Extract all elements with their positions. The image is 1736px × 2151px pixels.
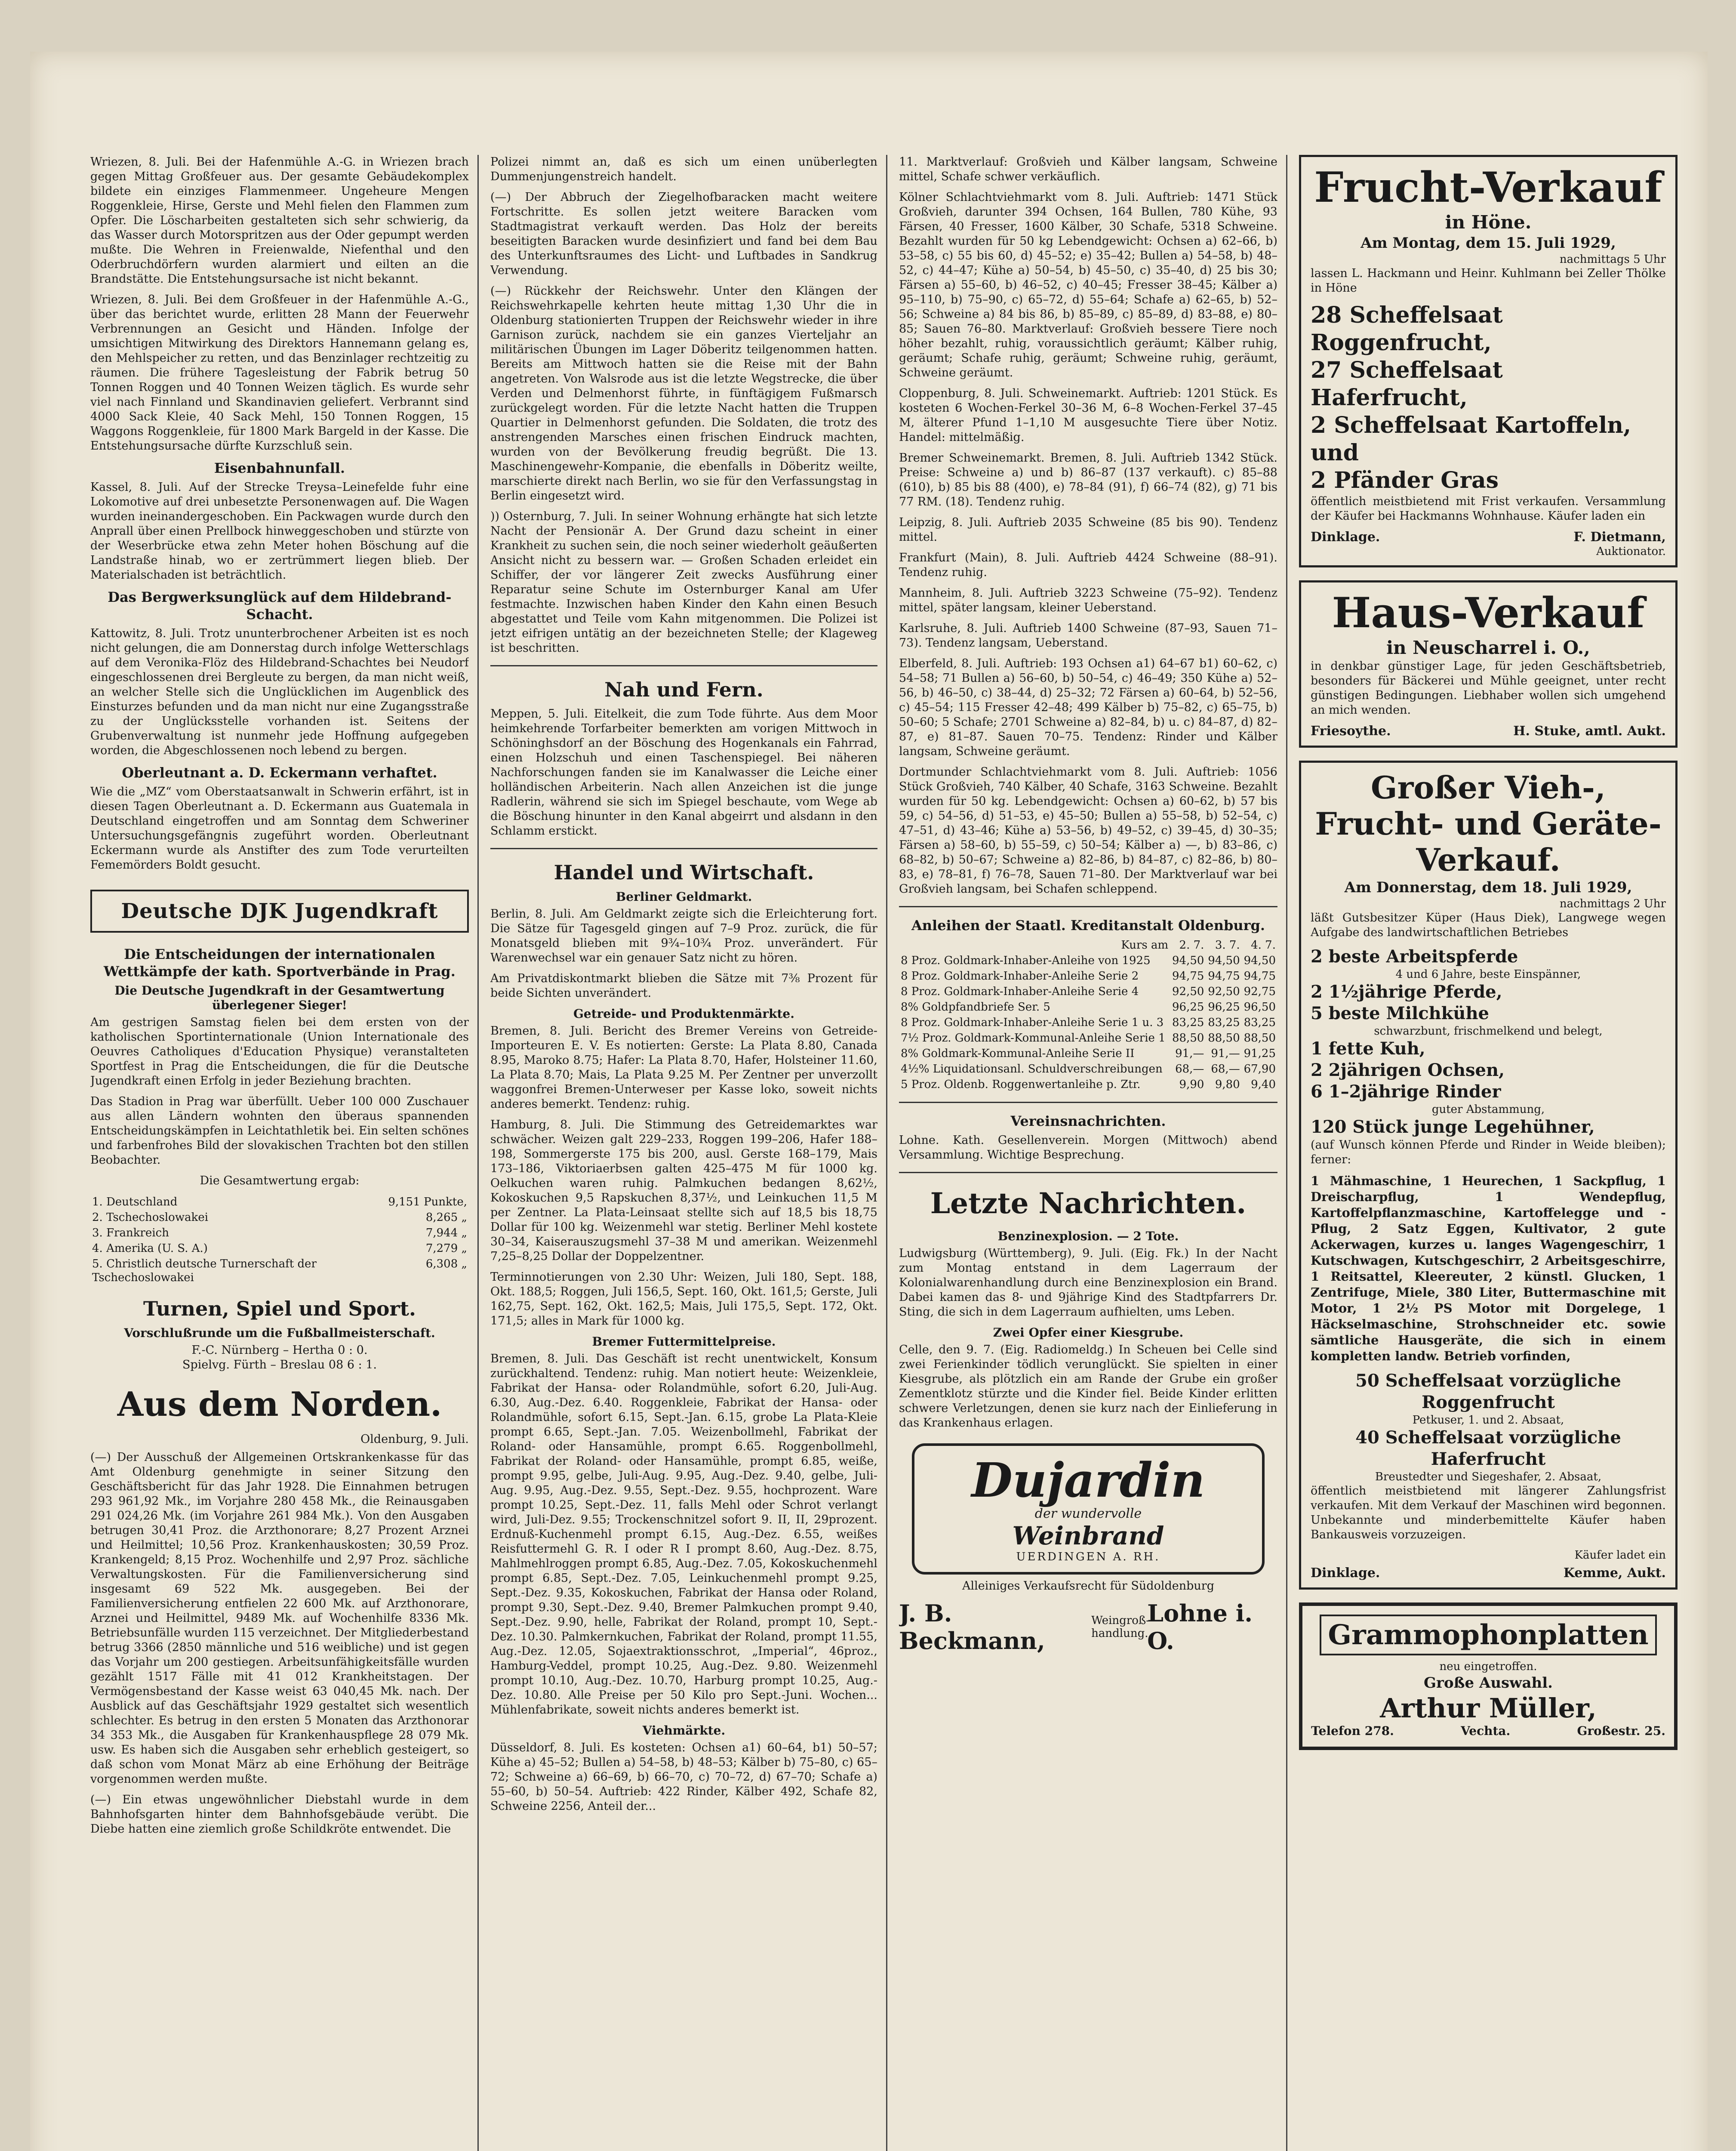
ad3-note2: Breustedter und Siegeshafer, 2. Absaat, — [1375, 1470, 1602, 1483]
article-marktverlauf: 11. Marktverlauf: Großvieh und Kälber langsam, Schweine mittel, Schafe schwer verkäuflich. — [899, 155, 1277, 183]
ad1-place: in Höne. — [1445, 212, 1532, 233]
bond-name: 8 Proz. Goldmark-Inhaber-Anleihe von 1925 — [901, 954, 1151, 967]
djk-logo: Deutsche DJK Jugendkraft — [90, 890, 469, 933]
ad4-city: Vechta. — [1461, 1724, 1511, 1738]
article-bremen-schwein: Bremer Schweinemarkt. Bremen, 8. Juli. Auftrieb 1342 Stück. Preise: Schweine a) und b) 86–87 (137 verkauft). c) 85–88 (610), b) 85 bis 88 (400), e) 78–84 (91), f) 66–74 (82), g) 71 bis 77 RM. (18). Tendenz ruhig. — [899, 451, 1277, 508]
ad3-note: (auf Wunsch können Pferde und Rinder in Weide bleiben); ferner: — [1311, 1138, 1666, 1166]
bond-rate: 68,— — [1175, 1063, 1204, 1076]
article-cloppenburg: Cloppenburg, 8. Juli. Schweinemarkt. Auftrieb: 1201 Stück. Es kosteten 6 Wochen-Ferkel 30–36 M, 6–8 Wochen-Ferkel 37–45 M, älterer Pfund 1–1,10 M ausgesuchte Tiere über Notiz. Handel: mittelmäßig. — [899, 387, 1277, 444]
column-rule — [1286, 155, 1287, 2151]
score-country: 2. Tschechoslowakei — [92, 1211, 209, 1224]
score-country: 4. Amerika (U. S. A.) — [92, 1242, 208, 1255]
bond-rate: 88,50 — [1244, 1032, 1276, 1045]
ad-vieh-verkauf — [1299, 761, 1678, 1590]
article-dortmund: Dortmunder Schlachtviehmarkt vom 8. Juli. Auftrieb: 1056 Stück Großvieh, 740 Kälber, 40 Schafe, 3163 Schweine. Bezahlt wurden für 50 kg. Lebendgewicht: Ochsen a) 60–62, b) 57 bis 59, c) 54–56, d) 51–53, e) 45–50; Bullen a) 55–58, b) 52–54, c) 47–51, d) 43–46; Kühe a) 53–56, b) 49–52, c) 39–45, d) 30–35; Färsen a) 58–60, b) 55–59, c) 50–54; Kälber a) —, b) 83–86, c) 68–82, b) 50–67; Schweine a) 82–86, b) 84–87, c) 82–86, b) 80–83, e) 78–81, f) 76–78, Sauen 71–80. Der Marktverlauf war bei Großvieh langsam, bei Schafen schleppend. — [899, 765, 1277, 896]
article-hamburg-getreide: Hamburg, 8. Juli. Die Stimmung des Getreidemarktes war schwächer. Weizen galt 229–233, Roggen 199–206, Hafer 188–198, Sommergerste 175 bis 200, ausl. Gerste 168–179, Mais 173–186, Viktoriaerbsen galten 425–475 M für 1000 kg. Oelkuchen waren ruhig. Palmkuchen bedangen 8,62½, Kokoskuchen 9,5 Rapskuchen 8,37½, und Leinkuchen 11,5 M per Zentner. La Plata-Leinsaat stellte sich auf 18,5 bis 18,75 Dollar für 100 kg. Weizenmehl war stetig. Berliner Mehl kostete 30–34, Kaiserauszugsmehl 37–38 M und amerikan. Weizenmehl 7,25–8,25 Dollar der Doppelzentner. — [490, 1118, 877, 1263]
article-celle: Celle, den 9. 7. (Eig. Radiomeldg.) In Scheuen bei Celle sind zwei Ferienkinder tödlich verunglückt. Sie spielten in einer Kiesgrube, als plötzlich ein am Rande der Grube ein großer Zementklotz stürzte und die Kinder fiel. Beide Kinder erlitten schwere Verletzungen, denen sie kurz nach der Einlieferung in das Krankenhaus erlagen. — [899, 1343, 1277, 1430]
ad4-sub: neu eingetroffen. — [1439, 1660, 1537, 1673]
article-geldmarkt: Berlin, 8. Juli. Am Geldmarkt zeigte sich die Erleichterung fort. Die Sätze für Tagesgeld gingen auf 7–9 Proz. zurück, die für Monatsgeld blieben mit 9¾–10¾ Proz. unverändert. Für Warenwechsel war ein genauer Satz nicht zu hören. — [490, 907, 877, 965]
article-diebstahl: (—) Ein etwas ungewöhnlicher Diebstahl wurde in dem Bahnhofsgarten hinter dem Bahnhofsgebäude verübt. Die Diebe hatten eine ziemlich große Schildkröte entwendet. Die — [90, 1793, 469, 1836]
ad1-date: Am Montag, dem 15. Juli 1929, — [1360, 234, 1616, 252]
bond-rate: 88,50 — [1208, 1032, 1240, 1045]
ad1-sign: F. Dietmann, — [1573, 530, 1666, 545]
ad-frucht-verkauf — [1299, 155, 1678, 567]
ad3-note: 4 und 6 Jahre, beste Einspänner, — [1395, 968, 1581, 981]
article-baracken: (—) Der Abbruch der Ziegelhofbaracken macht weitere Fortschritte. Es sollen jetzt weitere Baracken vom Stadtmagistrat verkauft werden. Das Holz der bereits beseitigten Baracken wurde desinfiziert und fand bei dem Bau des Unterkunftsraumes des Licht- und Luftbades in Sandkrug Verwendung. — [490, 191, 877, 277]
headline-handel: Handel und Wirtschaft. — [554, 861, 814, 884]
score-points: 6,308 „ — [425, 1257, 467, 1270]
beckmann-ad — [899, 1599, 1277, 1655]
divider — [490, 848, 877, 849]
headline-eckermann: Oberleutnant a. D. Eckermann verhaftet. — [122, 764, 437, 781]
headline-mine-accident: Das Bergwerksunglück auf dem Hildebrand-Schacht. — [108, 589, 452, 622]
bond-row — [899, 999, 1277, 1015]
ad3-item: 120 Stück junge Legehühner, — [1311, 1117, 1595, 1137]
headline-sport-prague: Die Entscheidungen der internationalen Wettkämpfe der kath. Sportverbände in Prag. — [104, 946, 456, 980]
article-duesseldorf: Düsseldorf, 8. Juli. Es kosteten: Ochsen a1) 60–64, b1) 50–57; Kühe a) 45–52; Bullen a) 54–58, b) 48–53; Kälber b) 75–80, c) 65–72; Schweine a) 66–69, b) 66–70, c) 70–72, d) 67–70; Schafe a) 55–60, b) 50–54. Auftrieb: 422 Rinder, Kälber 492, Schafe 82, Schweine 2256, Anteil der... — [490, 1741, 877, 1813]
ad3-note: guter Abstammung, — [1431, 1103, 1545, 1116]
ad1-item: 2 Pfänder Gras — [1311, 467, 1499, 493]
ad3-item: 6 1–2jährige Rinder — [1311, 1082, 1501, 1102]
article-reichswehr: (—) Rückkehr der Reichswehr. Unter den Klängen der Reichswehrkapelle kehrten heute mittag 1,30 Uhr die in Oldenburg stationierten Truppen der Reichswehr wieder in ihre Garnison zurück, nachdem sie ein ganzes Vierteljahr an militärischen Übungen im Lager Döberitz teilgenommen hatten. Bereits am Mittwoch hatten sie die Reise mit der Bahn angetreten. Von Walsrode aus ist die letzte Wegstrecke, die über Verden und Delmenhorst führte, in fünftägigem Fußmarsch zurückgelegt worden. Für die letzte Nacht hatten die Truppen Quartier in Delmenhorst gefunden. Die Soldaten, die trotz des anstrengenden Marsches einen frischen Eindruck machten, wurden von der Bevölkerung freudig begrüßt. Die 13. Maschinengewehr-Kompanie, die ebenfalls in Döberitz weilte, marschierte direkt nach Berlin, wo sie für den Verfassungstag in Berlin eingesetzt wird. — [490, 284, 877, 502]
score-row — [90, 1256, 469, 1285]
article-futtermittel: Bremen, 8. Juli. Das Geschäft ist recht unentwickelt, Konsum zurückhaltend. Tendenz: ruhig. Man notiert heute: Weizenkleie, Fabrikat der Hansa- oder Rolandmühle, sofort 6.20, Juli-Aug. 6.30, Aug.-Dez. 6.40. Roggenkleie, Fabrikat der Hansa- oder Rolandmühle, sofort 6.15, Sept.-Jan. 6.15, grobe La Plata-Kleie prompt 6.65, Sept.-Jan. 7.05. Weizenbollmehl, Fabrikat der Roland- oder Hansamühle, prompt 6.65. Roggenbollmehl, Fabrikat der Roland- oder Hansamühle, prompt 6.85, weiße, prompt 9.95, gelbe, Juli-Aug. 9.95, Aug.-Dez. 9.40, gelbe, Juli-Aug. 9.95, Aug.-Dez. 9.55, Sept.-Dez. 9.55, hochprozent. Ware prompt 10.25, Sept.-Dez. 11, falls Mehl oder Schrot verlangt wird, Juli-Dez. 9.55; Trockenschnitzel sofort 9. II, II, 29prozent. Erdnuß-Kuchenmehl prompt 6.15, Aug.-Dez. 6.55, weißes Reisfuttermehl G. R. I oder R I prompt 8.60, Aug.-Dez. 8.75, Mahlmehlroggen prompt 6.85, Aug.-Dez. 7.05, Kokoskuchenmehl prompt 6.85, Sept.-Dez. 7.05, Leinkuchenmehl prompt 9.25, Sept.-Dez. 9.35, Kokoskuchen, Fabrikat der Hansa oder Roland, prompt 9.30, Sept.-Dez. 9.40, Bremer Palmkuchen prompt 9.40, Sept.-Dez. 9.90, helle, Fabrikat der Roland, prompt 10, Sept.-Dez. 10.30. Palmkernkuchen, Fabrikat der Roland, prompt 11.55, Aug.-Dez. 12.05, Sojaextraktionsschrot, „Imperial“, 46proz., Hamburg-Veddel, prompt 10.25, Aug.-Dez. 9.80. Weizenmehl prompt 10.10, Aug.-Dez. 10.70, Harburg prompt 10.25, Aug.-Dez. 10.80. Alle Preise per 50 Kilo pro Sept.-Juni. Wochen... Mühlenfabrikate, soweit nichts anderes bemerkt ist. — [490, 1352, 877, 1716]
divider — [899, 906, 1277, 907]
score-row — [90, 1210, 469, 1225]
article-kattowitz: Kattowitz, 8. Juli. Trotz ununterbrochener Arbeiten ist es noch nicht gelungen, die am Donnerstag durch infolge Wetterschlags auf dem Veronika-Flöz des Hildebrand-Schachtes bei Neudorf eingeschlossenen drei Bergleute zu bergen, da man nicht weiß, an welcher Stelle sich die Unglücklichen im Augenblick des Einsturzes befunden und da man nicht nur eine Zugangsstraße zu der Unglücksstelle vorhanden ist. Seitens der Grubenverwaltung ist nunmehr jede Hoffnung aufgegeben worden, die Abgeschlossenen noch lebend zu bergen. — [90, 627, 469, 757]
result-1: F.-C. Nürnberg – Hertha 0 : 0. — [191, 1344, 368, 1357]
bond-name: 4½% Liquidationsanl. Schuldverschreibungen — [901, 1063, 1163, 1076]
bond-rate: 96,25 — [1208, 1001, 1240, 1014]
bond-name: 8 Proz. Goldmark-Inhaber-Anleihe Serie 2 — [901, 970, 1139, 983]
ad3-note: schwarzbunt, frischmelkend und belegt, — [1374, 1025, 1603, 1038]
article-wriezen-fire: Wriezen, 8. Juli. Bei der Hafenmühle A.-G. in Wriezen brach gegen Mittag Großfeuer aus. Der gesamte Gebäudekomplex bildete ein einziges Flammenmeer. Ungeheure Mengen Roggenkleie, Hirse, Gerste und Mehl fielen den Flammen zum Opfer. Die Löscharbeiten gestalteten sich sehr schwierig, da das Wasser durch Motorspritzen aus der Oder gepumpt werden mußte. Die Wehren in Freienwalde, Niefenthal und den Oderbruchdörfern wurden alarmiert und eilten an die Brandstätte. Die Entstehungsursache ist nicht bekannt. — [90, 155, 469, 286]
column-rule — [886, 155, 887, 2151]
score-country: 1. Deutschland — [92, 1196, 178, 1208]
article-karlsruhe: Karlsruhe, 8. Juli. Auftrieb 1400 Schweine (87–93, Sauen 71–73). Tendenz langsam, Ueberstand. — [899, 622, 1277, 650]
dujardin-city: UERDINGEN A. RH. — [1016, 1550, 1160, 1563]
bond-row — [899, 1061, 1277, 1077]
ad2-footer — [1311, 724, 1666, 739]
ad3-item: 2 beste Arbeitspferde — [1311, 946, 1518, 967]
result-2: Spielvg. Fürth – Breslau 08 6 : 1. — [182, 1358, 377, 1371]
article-termin: Terminnotierungen von 2.30 Uhr: Weizen, Juli 180, Sept. 188, Okt. 188,5; Roggen, Juli 156,5, Sept. 160, Okt. 161,5; Gerste, Juli 162,75, Sept. 162, Okt. 162,5; Mais, Juli 175,5, Sept. 172, Okt. 171,5; alles in Mark für 1000 kg. — [490, 1270, 877, 1328]
article-krankenkasse: (—) Der Ausschuß der Allgemeinen Ortskrankenkasse für das Amt Oldenburg genehmigte in seiner Sitzung den Geschäftsbericht für das Jahr 1928. Die Einnahmen betrugen 293 961,92 Mk., im Vorjahre 280 458 Mk., die Reinausgaben 291 024,26 Mk. (im Vorjahre 261 984 Mk.). Von den Ausgaben betrugen 30,41 Proz. die Arzthonorare; 8,27 Prozent Arznei und Heilmittel; 10,56 Proz. Krankenhauskosten; 30,59 Proz. Krankengeld; 8,15 Proz. Wochenhilfe und 2,97 Proz. sächliche Verwaltungskosten. Für die Familienversicherung sind insgesamt 69 522 Mk. ausgegeben. Bei der Familienversicherung entfielen 22 600 Mk. auf Arzthonorare, Arznei und Heilmittel, 9489 Mk. auf Wochenhilfe 8336 Mk. Betriebsunfälle wurden 115 verzeichnet. Der Mitgliederbestand betrug 3366 (2850 männliche und 516 weibliche) und ist gegen das Vorjahr um 200 gestiegen. Arbeitsunfähigkeitsfälle wurden gezählt 1517 Fälle mit 41 012 Krankheitstagen. Der Vermögensbestand der Kasse weist 63 040,45 Mk. nach. Der Ausblick auf das Geschäftsjahr 1929 gestaltet sich wesentlich schlechter. Es betrug in den ersten 5 Monaten das Arzthonorar 34 353 Mk., die Ausgaben für Krankenhauspflege 28 079 Mk. usw. Es haben sich die Ausgaben sehr erheblich gesteigert, so daß schon vom Monat März ab eine Erhöhung der Beiträge vorgenommen werden mußte. — [90, 1451, 469, 1786]
article-frankfurt: Frankfurt (Main), 8. Juli. Auftrieb 4424 Schweine (88–91). Tendenz ruhig. — [899, 551, 1277, 579]
ad3-intro: läßt Gutsbesitzer Küper (Haus Diek), Langwege wegen Aufgabe des landwirtschaftlichen Betriebes — [1311, 911, 1666, 939]
ad2-place: in Neuscharrel i. O., — [1386, 637, 1590, 658]
ad1-footer — [1311, 530, 1666, 545]
score-points: 8,265 „ — [425, 1211, 467, 1224]
bond-rate: 88,50 — [1172, 1032, 1204, 1045]
score-country: 5. Christlich deutsche Turnerschaft der Tschechoslowakei — [92, 1257, 317, 1284]
headline-nah-fern: Nah und Fern. — [604, 678, 763, 701]
column-1 — [90, 155, 469, 1843]
article-prague-1: Am gestrigen Samstag fielen bei dem ersten von der katholischen Sportinternationale (Union Internationale des Oeuvres Catholiques d'Education Physique) veranstalteten Sportfest in Prag die Entscheidungen, die für die Deutsche Jugendkraft einen Erfolg in jeder Beziehung brachten. — [90, 1016, 469, 1088]
article-koeln: Kölner Schlachtviehmarkt vom 8. Juli. Auftrieb: 1471 Stück Großvieh, darunter 394 Ochsen, 164 Bullen, 780 Kühe, 93 Färsen, 40 Fresser, 1600 Kälber, 30 Schafe, 5318 Schweine. Bezahlt wurden für 50 kg Lebendgewicht: Ochsen a) 62–66, b) 53–58, c) 55 bis 60, d) 45–52; e) 35–42; Bullen a) 54–58, b) 48–52, c) 44–47; Kühe a) 50–54, b) 45–50, c) 35–40, d) 25 bis 30; Färsen a) 55–60, b) 46–52, c) 40–45; Fresser 38–45; Kälber a) 95–110, b) 75–90, c) 65–72, d) 55–64; Schafe a) 62–65, b) 52–56; Schweine a) 84 bis 86, b) 85–89, c) 85–89, d) 83–88, e) 80–85; Sauen 76–80. Marktverlauf: Großvieh bessere Tiere noch höher bezahlt, ruhig, voraussichtlich geräumt; Kälber ruhig, geräumt; Schafe ruhig, geräumt; Schweine ruhig, geräumt, Schweine geräumt. — [899, 191, 1277, 379]
ad1-title: Frucht-Verkauf — [1314, 163, 1662, 212]
score-table — [90, 1194, 469, 1285]
bond-rate: 96,25 — [1172, 1001, 1204, 1014]
score-row — [90, 1225, 469, 1241]
column-ads — [1299, 155, 1678, 1750]
dateline-oldenburg: Oldenburg, 9. Juli. — [360, 1433, 469, 1446]
bond-rate: 94,50 — [1244, 954, 1276, 967]
subheadline-geldmarkt: Berliner Geldmarkt. — [616, 890, 752, 904]
article-privatdiskont: Am Privatdiskontmarkt blieben die Sätze mit 7⅜ Prozent für beide Sichten unverändert. — [490, 972, 877, 1000]
ad4-name: Arthur Müller, — [1380, 1692, 1597, 1724]
article-mannheim: Mannheim, 8. Juli. Auftrieb 3223 Schweine (75–92). Tendenz mittel, später langsam, kleiner Ueberstand. — [899, 586, 1277, 614]
bond-rate: 83,25 — [1208, 1016, 1240, 1029]
bond-name: 5 Proz. Oldenb. Roggenwertanleihe p. Ztr. — [901, 1078, 1141, 1091]
subheadline-viehmaerkte: Viehmärkte. — [642, 1723, 726, 1738]
ad3-date: Am Donnerstag, dem 18. Juli 1929, — [1344, 879, 1632, 896]
ad3-item: 2 1½jährige Pferde, — [1311, 982, 1502, 1002]
newspaper-page — [30, 52, 1708, 2151]
ad1-role: Auktionator. — [1596, 545, 1666, 558]
ad3-item2: 50 Scheffelsaat vorzügliche Roggenfrucht — [1355, 1371, 1621, 1412]
dujardin-brand: Dujardin — [971, 1452, 1205, 1508]
ad-grammophon — [1299, 1602, 1678, 1750]
ad1-intro: lassen L. Hackmann und Heinr. Kuhlmann bei Zeller Thölke in Höne — [1311, 267, 1666, 295]
ad4-footer — [1311, 1724, 1665, 1738]
subheadline-kiesgrube: Zwei Opfer einer Kiesgrube. — [993, 1325, 1184, 1340]
ad3-item2: 40 Scheffelsaat vorzügliche Haferfrucht — [1355, 1427, 1621, 1469]
article-leipzig: Leipzig, 8. Juli. Auftrieb 2035 Schweine (85 bis 90). Tendenz mittel. — [899, 516, 1277, 544]
subheadline-futtermittel: Bremer Futtermittelpreise. — [592, 1334, 776, 1349]
ad3-time: nachmittags 2 Uhr — [1559, 897, 1666, 910]
column-rule — [477, 155, 479, 2151]
bond-name: 7½ Proz. Goldmark-Kommunal-Anleihe Serie 1 — [901, 1032, 1166, 1045]
dujardin-note: Alleiniges Verkaufsrecht für Südoldenburg — [962, 1579, 1214, 1593]
article-wriezen-followup: Wriezen, 8. Juli. Bei dem Großfeuer in der Hafenmühle A.-G., über das berichtet wurde, erlitten 28 Mann der Feuerwehr Verbrennungen an Gesicht und Händen. Infolge der umsichtigen Mitwirkung des Direktors Hannemann gelang es, den Mehlspeicher zu retten, und das Benzinlager rechtzeitig zu räumen. Die frühere Tagesleistung der Fabrik betrug 50 Tonnen Roggen und 40 Tonnen Weizen täglich. Es wurde sehr viel nach Finnland und Skandinavien geliefert. Verbrannt sind 4000 Sack Kleie, 40 Sack Mehl, 150 Tonnen Roggen, 15 Waggons Roggenkleie, für 1800 Mark Bargeld in der Kasse. Die Entstehungsursache dürfte Kurzschluß sein. — [90, 293, 469, 453]
article-bremen-getreide: Bremen, 8. Juli. Bericht des Bremer Vereins von Getreide-Importeuren E. V. Es notierten: Gerste: La Plata 8.80, Canada 8.95, Maroko 8.75; Hafer: La Plata 8.70, Hafer, Holsteiner 11.60, La Plata 8.70; Mais, La Plata 9.25 M. Per Zentner per unverzollt waggonfrei Bremen-Unterweser per Kasse loko, soweit nichts anderes bemerkt. Tendenz: ruhig. — [490, 1024, 877, 1111]
score-points: 9,151 Punkte, — [388, 1196, 467, 1208]
ad4-street: Großestr. 25. — [1577, 1724, 1665, 1738]
bond-rate: 94,50 — [1208, 954, 1240, 967]
bond-rate: 68,— — [1211, 1063, 1240, 1076]
ad1-time: nachmittags 5 Uhr — [1559, 253, 1666, 266]
ad3-item: 2 2jährigen Ochsen, — [1311, 1060, 1505, 1080]
ad2-place2: Friesoythe. — [1311, 724, 1391, 739]
subheadline-getreide: Getreide- und Produktenmärkte. — [573, 1007, 794, 1021]
bond-name: 8% Goldpfandbriefe Ser. 5 — [901, 1001, 1050, 1014]
divider — [899, 1102, 1277, 1103]
column-3 — [899, 155, 1277, 1655]
bond-row — [899, 1030, 1277, 1046]
ad4-tel: Telefon 278. — [1311, 1724, 1394, 1738]
bond-name: 8 Proz. Goldmark-Inhaber-Anleihe Serie 1 u. 3 — [901, 1016, 1164, 1029]
bond-row — [899, 1015, 1277, 1030]
score-country: 3. Frankreich — [92, 1227, 169, 1239]
ad1-item: 27 Scheffelsaat Haferfrucht, — [1311, 357, 1503, 411]
bond-col-header: 4. 7. — [1251, 939, 1276, 952]
bond-table — [899, 937, 1277, 1092]
bond-rate: 83,25 — [1172, 1016, 1204, 1029]
bond-rate: 9,40 — [1251, 1078, 1276, 1091]
ad3-note2: Petkuser, 1. und 2. Absaat, — [1412, 1414, 1564, 1427]
bond-row — [899, 1046, 1277, 1061]
bond-col-header: Kurs am — [1121, 939, 1169, 952]
bond-row — [899, 968, 1277, 984]
bond-col-header: 3. 7. — [1215, 939, 1240, 952]
score-points: 7,279 „ — [425, 1242, 467, 1255]
column-2 — [490, 155, 877, 1820]
subheadline-benzin: Benzinexplosion. — 2 Tote. — [997, 1229, 1179, 1243]
article-osternburg: )) Osternburg, 7. Juli. In seiner Wohnung erhängte hat sich letzte Nacht der Pensionär A. Der Grund dazu scheint in einer Krankheit zu suchen sein, die noch seiner wiederholt geäußerten Ansicht nicht zu bessern war. — Großen Schaden erleidet ein Schiffer, der vor längerer Zeit zwecks Ausführung einer Reparatur seine Schute im Osternburger Kanal am Ufer festmachte. Inzwischen haben Kinder den Kahn einen Besuch abgestattet und Teile vom Kahn mitgenommen. Die Polizei ist jetzt eifrigen untätig an der bezeichneten Stelle; der Klageweg ist beschritten. — [490, 510, 877, 655]
ad4-sub2: Große Auswahl. — [1424, 1674, 1553, 1692]
ad3-text: öffentlich meistbietend mit längerer Zahlungsfrist verkaufen. Mit dem Verkauf der Maschinen wird begonnen. Unbekannte und minderbemittelte Käufer haben Bankausweis vorzuzeigen. — [1311, 1484, 1666, 1541]
bond-rate: 94,75 — [1172, 970, 1204, 983]
divider — [899, 1172, 1277, 1173]
score-row — [90, 1241, 469, 1256]
article-kassel: Kassel, 8. Juli. Auf der Strecke Treysa–Leinefelde fuhr eine Lokomotive auf drei unbesetzte Personenwagen auf. Die Wagen wurden ineinandergeschoben. Ein Packwagen wurde durch den Anprall über einen Prellbock hinweggeschoben und stürzte von der Weserbrücke etwa zehn Meter hohen Böschung auf die Landstraße hinab, wo er zertrümmert liegen blieb. Der Materialschaden ist beträchtlich. — [90, 481, 469, 582]
article-lohne: Lohne. Kath. Gesellenverein. Morgen (Mittwoch) abend Versammlung. Wichtige Besprechung. — [899, 1134, 1277, 1162]
bond-rate: 92,75 — [1244, 985, 1276, 998]
ad3-item: 1 fette Kuh, — [1311, 1039, 1425, 1059]
ad3-footer — [1311, 1565, 1666, 1581]
beckmann-name: J. B. Beckmann, — [899, 1599, 1045, 1655]
article-meppen: Meppen, 5. Juli. Eitelkeit, die zum Tode führte. Aus dem Moor heimkehrende Torfarbeiter bemerkten am vorigen Mittwoch in Schöninghsdorf an der Böschung des Hogenkanals ein Fahrrad, einen Holzschuh und einen Taschenspiegel. Bei näheren Nachforschungen fanden sie im Kanalwasser die Leiche einer holländischen Arbeiterin. Nach allen Anzeichen ist die junge Radlerin, während sie sich im Spiegel beschaute, vom Wege ab die Böschung hinunter in den Kanal abgeirrt und alsdann in den Schlamm erstickt. — [490, 707, 877, 838]
beckmann-trade: Weingroß-handlung. — [1091, 1614, 1150, 1640]
bond-rate: 9,90 — [1179, 1078, 1204, 1091]
subheadline-djk-winner: Die Deutsche Jugendkraft in der Gesamtwertung überlegener Sieger! — [114, 983, 445, 1012]
dujardin-weinbrand: Weinbrand — [1012, 1521, 1164, 1550]
bond-rate: 91,25 — [1244, 1047, 1276, 1060]
headline-sport: Turnen, Spiel und Sport. — [143, 1297, 416, 1320]
bond-rate: 92,50 — [1208, 985, 1240, 998]
article-prague-2: Das Stadion in Prag war überfüllt. Ueber 100 000 Zuschauer aus allen Ländern wohnten den überaus spannenden Entscheidungskämpfen in Leichtathletik bei. Ein selten schönes und farbenfrohes Bild der slovakischen Trachten bot den stillen Beobachter. — [90, 1095, 469, 1167]
ad3-sign: Kemme, Aukt. — [1563, 1565, 1666, 1581]
article-ludwigsburg: Ludwigsburg (Württemberg), 9. Juli. (Eig. Fk.) In der Nacht zum Montag entstand in dem Lagerraum der Kolonialwarenhandlung durch eine Benzinexplosion ein Brand. Dabei kamen das 8- und 9jährige Kind des Stadtpfarrers Dr. Sting, die sich in dem Lagerraum aufhielten, ums Leben. — [899, 1247, 1277, 1319]
ad2-text: in denkbar günstiger Lage, für jeden Geschäftsbetrieb, besonders für Bäckerei und Mühle geeignet, unter recht günstigen Bedingungen. Liebhaber wollen sich umgehend an mich wenden. — [1311, 659, 1666, 717]
beckmann-city: Lohne i. O. — [1147, 1599, 1253, 1655]
headline-north: Aus dem Norden. — [117, 1385, 442, 1424]
article-elberfeld: Elberfeld, 8. Juli. Auftrieb: 193 Ochsen a1) 64–67 b1) 60–62, c) 54–58; 71 Bullen a) 56–60, b) 50–54, c) 46–49; 350 Kühe a) 52–56, b) 46–50, c) 38–44, d) 25–32; 72 Färsen a) 60–64, b) 52–56, c) 45–54; 115 Fresser 42–48; 499 Kälber b) 75–82, c) 65–75, b) 50–60; 5 Schafe; 2701 Schweine a) 82–84, b) u. c) 84–87, d) 82–87, e) 81–87. Sauen 70–75. Tendenz: Rinder und Kälber langsam, Schweine geräumt. — [899, 657, 1277, 758]
bond-row — [899, 953, 1277, 968]
bond-col-header: 2. 7. — [1179, 939, 1204, 952]
ad-haus-verkauf — [1299, 580, 1678, 748]
article-eckermann: Wie die „MZ“ vom Oberstaatsanwalt in Schwerin erfährt, ist in diesen Tagen Oberleutnant a. D. Eckermann aus Guatemala in Deutschland eingetroffen und am Sonntag dem Schweriner Untersuchungsgefängnis zugeführt worden. Oberleutnant Eckermann wurde als Anstifter des zum Tode verurteilten Fememörders Boldt gesucht. — [90, 785, 469, 872]
bond-rate: 94,75 — [1208, 970, 1240, 983]
bond-rate: 91,— — [1175, 1047, 1204, 1060]
ad4-title: Grammophonplatten — [1320, 1615, 1657, 1655]
article-polizei: Polizei nimmt an, daß es sich um einen unüberlegten Dummenjungenstreich handelt. — [490, 155, 877, 183]
score-intro: Die Gesamtwertung ergab: — [200, 1174, 360, 1187]
bond-rate: 67,90 — [1244, 1063, 1276, 1076]
ad3-equipment: 1 Mähmaschine, 1 Heurechen, 1 Sackpflug, 1 Dreischarpflug, 1 Wendepflug, Kartoffelpflanzmaschine, Kartoffelegge und -Pflug, 2 Satz Eggen, Kultivator, 2 gute Ackerwagen, kurzes u. langes Wagengeschirr, 1 Kutschwagen, Kutschgeschirr, 2 Arbeitsgeschirre, 1 Reitsattel, Kleereuter, 2 künstl. Glucken, 1 Zentrifuge, Miele, 380 Liter, Buttermaschine mit Motor, 1 2½ PS Motor mit Dorgelege, 1 Häckselmaschine, Strohschneider etc. sowie sämtliche Hausgeräte, die sich in einem kompletten landw. Betrieb vorfinden, — [1311, 1174, 1666, 1363]
bond-row — [899, 984, 1277, 999]
ad1-item: 2 Scheffelsaat Kartoffeln, und — [1311, 412, 1631, 466]
dujardin-ad — [912, 1443, 1265, 1575]
ad3-title: Großer Vieh-, Frucht- und Geräte-Verkauf. — [1315, 769, 1662, 878]
bond-rate: 94,50 — [1172, 954, 1204, 967]
ad1-text: öffentlich meistbietend mit Frist verkaufen. Versammlung der Käufer bei Hackmanns Wohnhause. Käufer laden ein — [1311, 495, 1666, 523]
ad1-place2: Dinklage. — [1311, 530, 1380, 545]
bond-rate: 92,50 — [1172, 985, 1204, 998]
ad3-item: 5 beste Milchkühe — [1311, 1003, 1489, 1023]
bond-rate: 83,25 — [1244, 1016, 1276, 1029]
bond-rate: 91,— — [1211, 1047, 1240, 1060]
bond-rate: 94,75 — [1244, 970, 1276, 983]
ad2-title: Haus-Verkauf — [1332, 589, 1645, 637]
score-row — [90, 1194, 469, 1210]
score-points: 7,944 „ — [425, 1227, 467, 1239]
headline-anleihen: Anleihen der Staatl. Kreditanstalt Oldenburg. — [911, 917, 1265, 934]
bond-row — [899, 1077, 1277, 1092]
subheadline-football: Vorschlußrunde um die Fußballmeisterschaft. — [124, 1326, 435, 1340]
bond-rate: 9,80 — [1215, 1078, 1240, 1091]
headline-railway-accident: Eisenbahnunfall. — [214, 460, 345, 476]
ad2-sign: H. Stuke, amtl. Aukt. — [1513, 724, 1666, 739]
headline-letzte: Letzte Nachrichten. — [930, 1186, 1247, 1220]
headline-verein: Vereinsnachrichten. — [1010, 1113, 1166, 1129]
ad3-text2: Käufer ladet ein — [1574, 1549, 1666, 1562]
bond-name: 8% Goldmark-Kommunal-Anleihe Serie II — [901, 1047, 1135, 1060]
divider — [490, 665, 877, 666]
ad1-item: 28 Scheffelsaat Roggenfrucht, — [1311, 302, 1503, 356]
bond-rate: 96,50 — [1244, 1001, 1276, 1014]
dujardin-tagline: der wundervolle — [1034, 1506, 1142, 1521]
bond-name: 8 Proz. Goldmark-Inhaber-Anleihe Serie 4 — [901, 985, 1139, 998]
ad3-place2: Dinklage. — [1311, 1565, 1380, 1581]
